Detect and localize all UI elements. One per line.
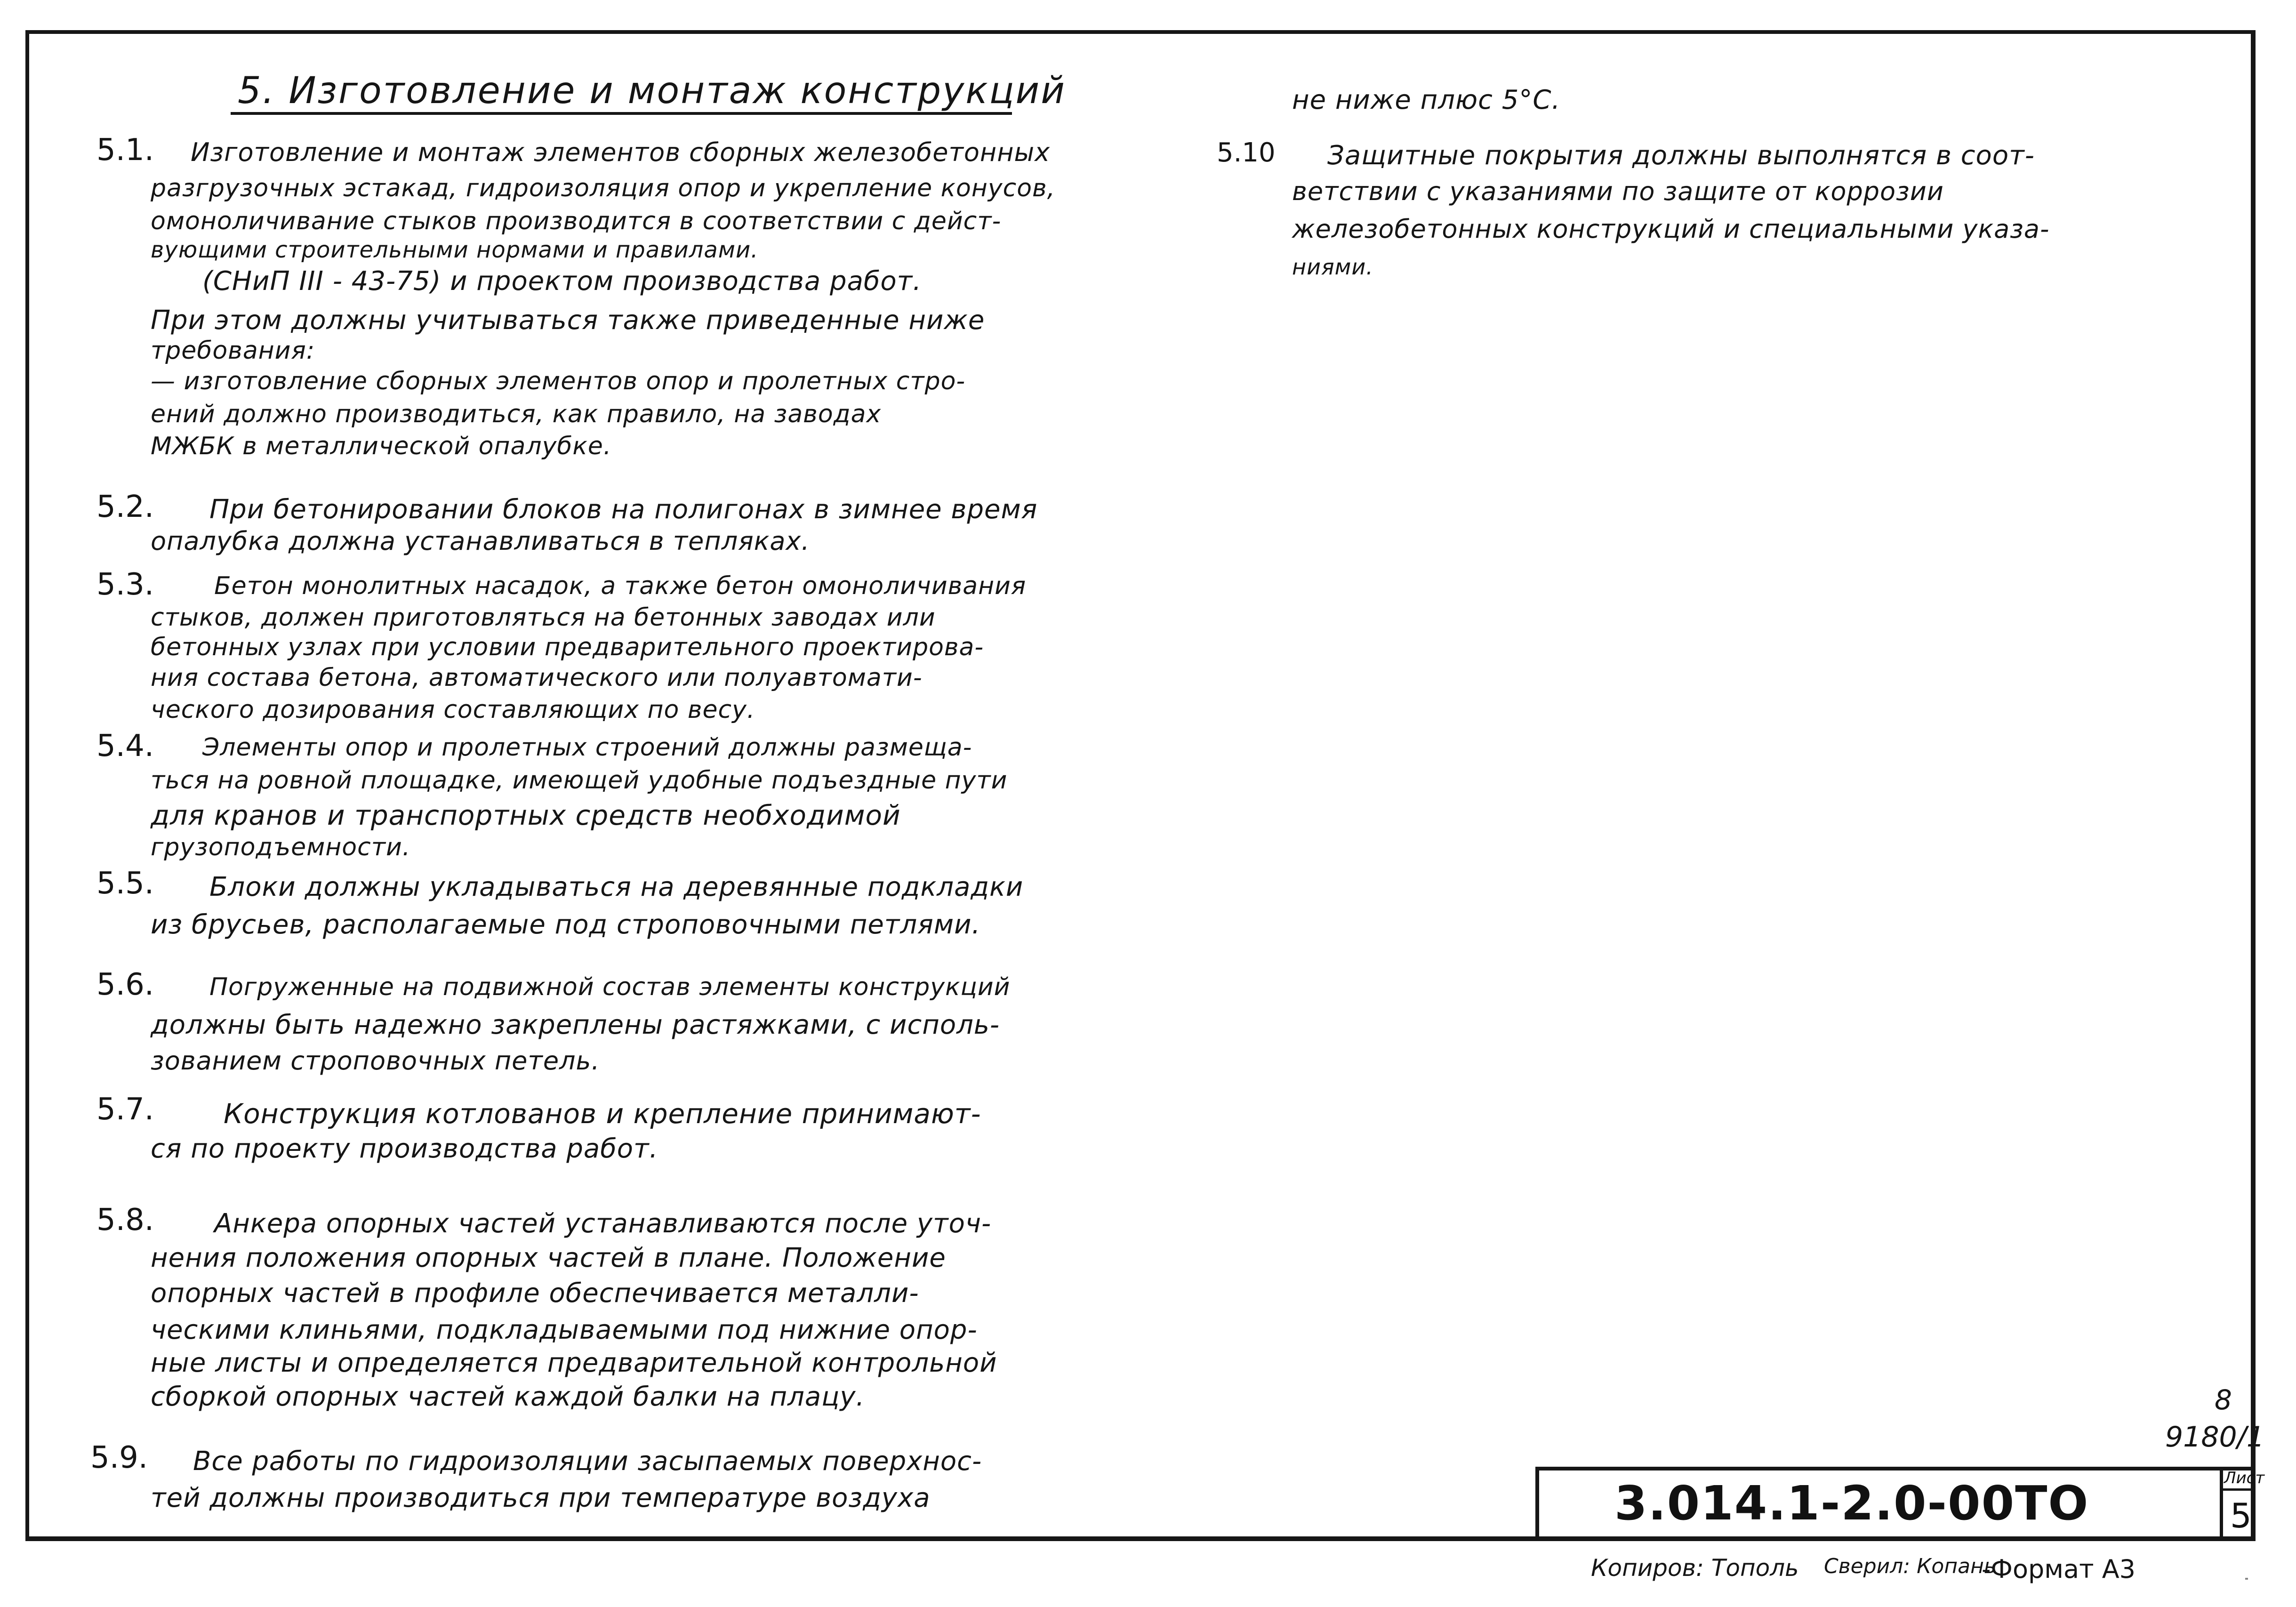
item-line: (СНиП III - 43-75) и проектом производства работ.	[202, 266, 922, 297]
item-line: — изготовление сборных элементов опор и пролетных стро-	[151, 367, 966, 395]
title-block-divider	[2220, 1467, 2223, 1541]
item-line: Изготовление и монтаж элементов сборных железобетонных	[191, 137, 1051, 167]
item-line: ений должно производиться, как правило, на заводах	[151, 400, 882, 428]
document-code: 3.014.1-2.0-00ТО	[1614, 1476, 2089, 1531]
item-line: Конструкция котлованов и крепление принимают-	[224, 1098, 981, 1130]
sheet-number: 5	[2230, 1496, 2252, 1535]
item-number: 5.9.	[90, 1440, 148, 1475]
item-line: стыков, должен приготовляться на бетонных заводах или	[151, 603, 936, 632]
item-number: 5.8.	[96, 1203, 154, 1237]
item-line: опалубка должна устанавливаться в тепляках.	[151, 526, 810, 556]
item-line: Погруженные на подвижной состав элементы конструкций	[209, 973, 1011, 1001]
title-underline	[231, 112, 1012, 115]
footer-checked: Сверил: Копань	[1824, 1554, 1996, 1578]
scan-speck	[2245, 1578, 2248, 1580]
item-line: Элементы опор и пролетных строений должны размеща-	[202, 733, 972, 762]
item-line: разгрузочных эстакад, гидроизоляция опор и укрепление конусов,	[151, 174, 1056, 202]
item-line: сборкой опорных частей каждой балки на плацу.	[151, 1382, 865, 1412]
sheet-label-rule	[2223, 1488, 2256, 1491]
item-line: из брусьев, располагаемые под строповочными петлями.	[151, 909, 981, 940]
sheet-label: Лист	[2224, 1469, 2265, 1487]
item-line: Все работы по гидроизоляции засыпаемых поверхнос-	[193, 1446, 982, 1477]
item-line: железобетонных конструкций и специальными указа-	[1292, 214, 2050, 244]
item-line: Анкера опорных частей устанавливаются после уточ-	[214, 1208, 992, 1239]
section-title: 5. Изготовление и монтаж конструкций	[238, 70, 1066, 112]
item-line: При этом должны учитываться также приведенные ниже	[151, 305, 985, 336]
item-line: ния состава бетона, автоматического или полуавтомати-	[151, 664, 923, 692]
item-line: ться на ровной площадке, имеющей удобные подъездные пути	[151, 766, 1008, 795]
item-number: 5.3.	[96, 567, 154, 602]
signature-mark: 8	[2215, 1384, 2232, 1416]
item-line: должны быть надежно закреплены растяжками, с исполь-	[151, 1010, 1000, 1040]
item-line: ветствии с указаниями по защите от коррозии	[1292, 177, 1944, 206]
item-line: омоноличивание стыков производится в соответствии с дейст-	[151, 207, 1002, 235]
item-line: При бетонировании блоков на полигонах в зимнее время	[209, 494, 1038, 525]
item-line: Блоки должны укладываться на деревянные подкладки	[209, 872, 1024, 902]
item-line: ниями.	[1292, 254, 1373, 280]
item-line: ческими клиньями, подкладываемыми под нижние опор-	[151, 1315, 978, 1345]
footer-copied: Копиров: Тополь	[1591, 1554, 1799, 1582]
item-number: 5.5.	[96, 866, 154, 901]
item-line: требования:	[151, 337, 315, 365]
item-line: Бетон монолитных насадок, а также бетон омоноличивания	[214, 572, 1027, 600]
item-line: для кранов и транспортных средств необходимой	[151, 799, 901, 831]
item-number: 5.1.	[96, 133, 154, 168]
item-number: 5.6.	[96, 967, 154, 1002]
item-number: 5.2.	[96, 490, 154, 524]
item-line: ся по проекту производства работ.	[151, 1133, 658, 1164]
item-line: Защитные покрытия должны выполнятся в соот-	[1327, 140, 2035, 171]
continuation-line: не ниже плюс 5°С.	[1292, 85, 1561, 115]
item-line: ческого дозирования составляющих по весу.	[151, 696, 755, 724]
footer-format: -Формат А3	[1982, 1554, 2136, 1584]
item-number: 5.10	[1217, 137, 1276, 168]
item-line: зованием строповочных петель.	[151, 1046, 600, 1076]
item-number: 5.4.	[96, 729, 154, 763]
item-line: бетонных узлах при условии предварительного проектирова-	[151, 633, 984, 661]
item-line: нения положения опорных частей в плане. Положение	[151, 1243, 946, 1273]
signature-number: 9180/1	[2165, 1421, 2265, 1454]
item-line: ные листы и определяется предварительной контрольной	[151, 1348, 997, 1378]
item-line: МЖБК в металлической опалубке.	[151, 432, 612, 460]
item-line: тей должны производиться при температуре воздуха	[151, 1483, 931, 1513]
item-line: грузоподъемности.	[151, 833, 411, 861]
item-line: вующими строительными нормами и правилами.	[151, 237, 759, 263]
item-line: опорных частей в профиле обеспечивается металли-	[151, 1278, 919, 1309]
item-number: 5.7.	[96, 1092, 154, 1127]
